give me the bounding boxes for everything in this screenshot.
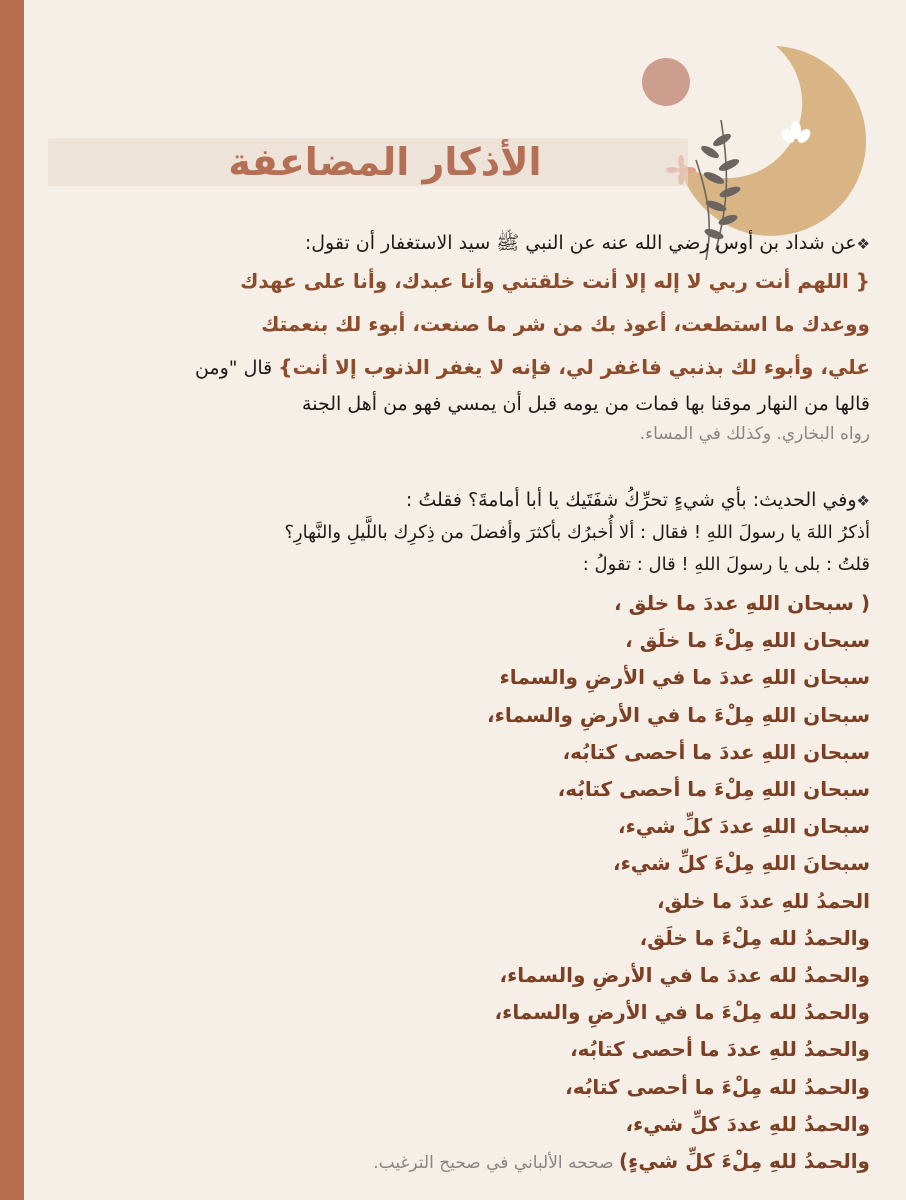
section1-body: قالها من النهار موقنا بها فمات من يومه قبل أن يمسي فهو من أهل الجنة — [302, 393, 870, 415]
dua-line-2: ووعدك ما استطعت، أعوذ بك من شر ما صنعت، أبوء لك بنعمتك — [261, 312, 870, 336]
tasbih-line: والحمدُ لله عددَ ما في الأرضِ والسماء، — [499, 963, 870, 988]
section1-intro-text: عن شداد بن أوس رضي الله عنه عن النبي ﷺ سيد الاستغفار أن تقول: — [304, 232, 857, 254]
tasbih-line: سبحان اللهِ مِلْءَ ما أحصى كتابُه، — [557, 777, 870, 802]
tasbih-line: ( سبحان اللهِ عددَ ما خلق ، — [614, 591, 870, 615]
tasbih-line: والحمدُ لله مِلْءَ ما أحصى كتابُه، — [565, 1074, 870, 1099]
tasbih-line: سبحان اللهِ عددَ كلِّ شيء، — [617, 814, 870, 839]
tasbih-line: سبحانَ اللهِ مِلْءَ كلِّ شيء، — [612, 851, 870, 876]
content — [60, 228, 870, 1182]
tasbih-line: والحمدُ للهِ عددَ ما أحصى كتابُه، — [570, 1037, 870, 1062]
tasbih-line: سبحان اللهِ عددَ ما في الأرضِ والسماء — [499, 665, 870, 690]
page-title: الأذكار المضاعفة — [228, 140, 542, 184]
section2-intro-text: وفي الحديث: بأي شيءٍ تحرِّكُ شفَتَيك يا أبا أمامةَ؟ فقلتُ : — [405, 489, 857, 511]
tasbih-line: سبحان اللهِ مِلْءَ ما في الأرضِ والسماء، — [487, 702, 870, 727]
section1-source: رواه البخاري. وكذلك في المساء. — [639, 424, 870, 444]
section2-source: صححه الألباني في صحيح الترغيب. — [373, 1153, 619, 1174]
bullet-icon: ❖ — [856, 235, 870, 253]
tasbih-line-last: والحمدُ للهِ مِلْءَ كلِّ شيءٍ) صححه الألباني في صحيح الترغيب. — [373, 1149, 870, 1174]
section2-line3: قلتُ : بلى يا رسولَ اللهِ ! قال : تقولُ : — [582, 554, 870, 575]
tasbih-line: والحمدُ لله مِلْءَ ما خلَق، — [639, 925, 870, 950]
tasbih-line: سبحان اللهِ عددَ ما أحصى كتابُه، — [562, 739, 870, 764]
tasbih-line: والحمدُ لله مِلْءَ ما في الأرضِ والسماء، — [494, 1000, 870, 1025]
tasbih-line: سبحان اللهِ مِلْءَ ما خلَق ، — [625, 628, 870, 653]
section2-line2: أذكرُ اللهَ يا رسولَ اللهِ ! فقال : ألا أُخبرُك بأكثرَ وأفضلَ من ذِكرِك باللَّيلِ والنَّهارِ؟ — [284, 522, 870, 543]
bullet-icon: ❖ — [856, 492, 870, 510]
side-accent-bar — [0, 0, 24, 1200]
dua-after: قال "ومن — [194, 357, 279, 379]
tasbih-line: والحمدُ للهِ عددَ كلِّ شيء، — [625, 1111, 870, 1136]
tasbih-list — [60, 585, 870, 1182]
section1-intro — [60, 228, 870, 260]
dua-tail: علي، وأبوء لك بذنبي فاغفر لي، فإنه لا يغفر الذنوب إلا أنت} — [278, 355, 870, 379]
tasbih-line: الحمدُ للهِ عددَ ما خلق، — [657, 888, 870, 913]
section2-intro — [60, 485, 870, 517]
dua-line-3 — [60, 346, 870, 389]
dua-line-1: { اللهم أنت ربي لا إله إلا أنت خلقتني وأنا عبدك، وأنا على عهدك — [240, 269, 870, 293]
